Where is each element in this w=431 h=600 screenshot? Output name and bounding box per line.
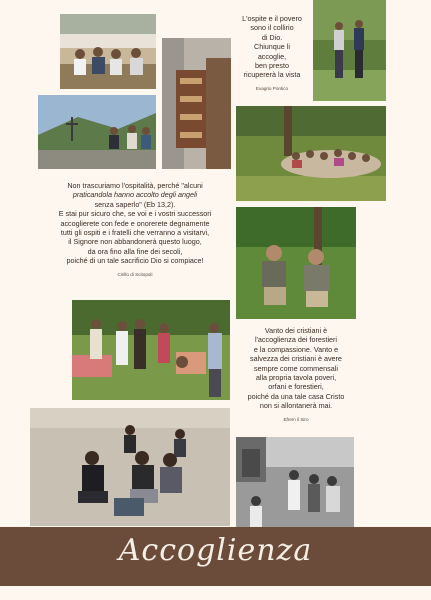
quote-line: non si allontanerà mai. — [259, 401, 333, 411]
quote-cirillo — [38, 181, 232, 278]
photo-two-men-field — [313, 0, 386, 101]
quote-author: Cirillo di Scitopoli — [117, 271, 153, 277]
quote-line: orfani e forestieri, — [268, 382, 324, 392]
photo-group-on-grass — [236, 106, 386, 201]
quote-line: senza saperlo" (Eb 13,2). — [94, 199, 176, 209]
quote-line: Chiunque li — [254, 42, 290, 52]
photo-mountain-cross — [38, 95, 156, 169]
quote-line: da ora fino alla fine dei secoli, — [87, 246, 183, 256]
quote-author: Evagrio Pontico — [255, 85, 289, 91]
title-banner — [0, 527, 431, 586]
quote-line: L'ospite e il povero — [242, 14, 302, 23]
photo-vintage-bw — [236, 437, 354, 527]
quote-line: ricupererà la vista — [243, 70, 301, 80]
page-title: Accoglienza — [118, 533, 313, 568]
quote-line: accoglie, — [257, 51, 287, 61]
photo-outdoor-gathering — [72, 300, 230, 400]
quote-line: Vanto dei cristiani è — [264, 326, 328, 335]
quote-line: di Dio. — [261, 32, 283, 42]
quote-line: Non trascuriamo l'ospitalità, perché "alcuni — [67, 181, 203, 190]
quote-line: poiché da una tale casa Cristo — [247, 391, 345, 401]
quote-line: sono il collirio — [250, 23, 294, 33]
quote-line: ben presto — [255, 61, 289, 71]
photo-wooden-sign — [162, 38, 231, 169]
quote-line: E stai pur sicuro che, se voi e i vostri successori — [58, 209, 212, 219]
photo-men-seated — [60, 14, 156, 89]
quote-line: tutti gli ospiti e i fratelli che verranno a visitarvi, — [60, 228, 210, 238]
photo-women-gravel — [30, 408, 230, 526]
quote-line: e la compassione. Vanto e — [253, 344, 339, 354]
quote-line: salvezza dei cristiani è avere — [250, 354, 342, 364]
bottom-margin — [0, 586, 431, 600]
photo-two-men-eating — [236, 207, 356, 319]
quote-author: Efrem il Siro — [283, 416, 309, 422]
quote-line: l'accoglienza dei forestieri — [254, 335, 338, 345]
quote-evagrio — [236, 14, 308, 92]
quote-efrem — [236, 326, 356, 423]
quote-line: poiché di un tale sacrificio Dio si compiace! — [66, 256, 204, 266]
quote-line: praticandola hanno accolto degli angeli — [72, 190, 198, 200]
quote-line: il Signore non abbandonerà questo luogo, — [68, 237, 202, 247]
quote-line: alla propria tavola poveri, — [255, 373, 337, 383]
quote-line: accoglierete con fede e onorerete degnamente — [60, 218, 210, 228]
quote-line: sempre come commensali — [254, 363, 338, 373]
